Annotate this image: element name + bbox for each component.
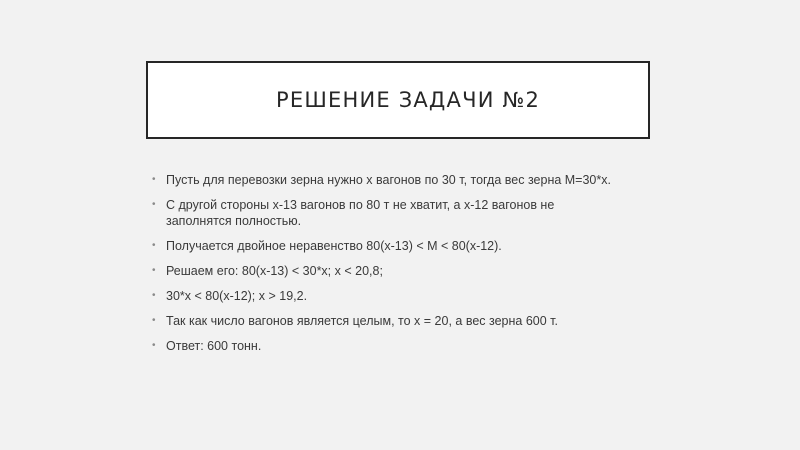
bullet-marker: •	[152, 174, 156, 185]
bullet-marker: •	[152, 315, 156, 326]
bullet-item	[152, 288, 622, 304]
bullet-marker: •	[152, 199, 156, 210]
bullet-text: Пусть для перевозки зерна нужно х вагонов по 30 т, тогда вес зерна М=30*х.	[166, 173, 611, 187]
bullet-item	[152, 197, 622, 229]
bullet-text: Так как число вагонов является целым, то х = 20, а вес зерна 600 т.	[166, 314, 558, 328]
bullet-item	[152, 172, 622, 188]
bullet-marker: •	[152, 290, 156, 301]
bullet-text: Ответ: 600 тонн.	[166, 339, 262, 353]
slide-title: РЕШЕНИЕ ЗАДАЧИ №2	[276, 88, 541, 112]
bullet-list	[152, 172, 622, 363]
bullet-text: 30*х < 80(х-12); х > 19,2.	[166, 289, 308, 303]
bullet-text: Решаем его: 80(х-13) < 30*х; х < 20,8;	[166, 264, 383, 278]
bullet-text: Получается двойное неравенство 80(х-13) < М < 80(х-12).	[166, 239, 502, 253]
bullet-marker: •	[152, 240, 156, 251]
bullet-item	[152, 238, 622, 254]
bullet-marker: •	[152, 265, 156, 276]
bullet-marker: •	[152, 340, 156, 351]
bullet-text: С другой стороны х-13 вагонов по 80 т не хватит, а х-12 вагонов не заполнятся полностью.	[166, 198, 555, 228]
bullet-item	[152, 313, 622, 329]
bullet-item	[152, 338, 622, 354]
bullet-item	[152, 263, 622, 279]
title-box	[146, 61, 650, 139]
